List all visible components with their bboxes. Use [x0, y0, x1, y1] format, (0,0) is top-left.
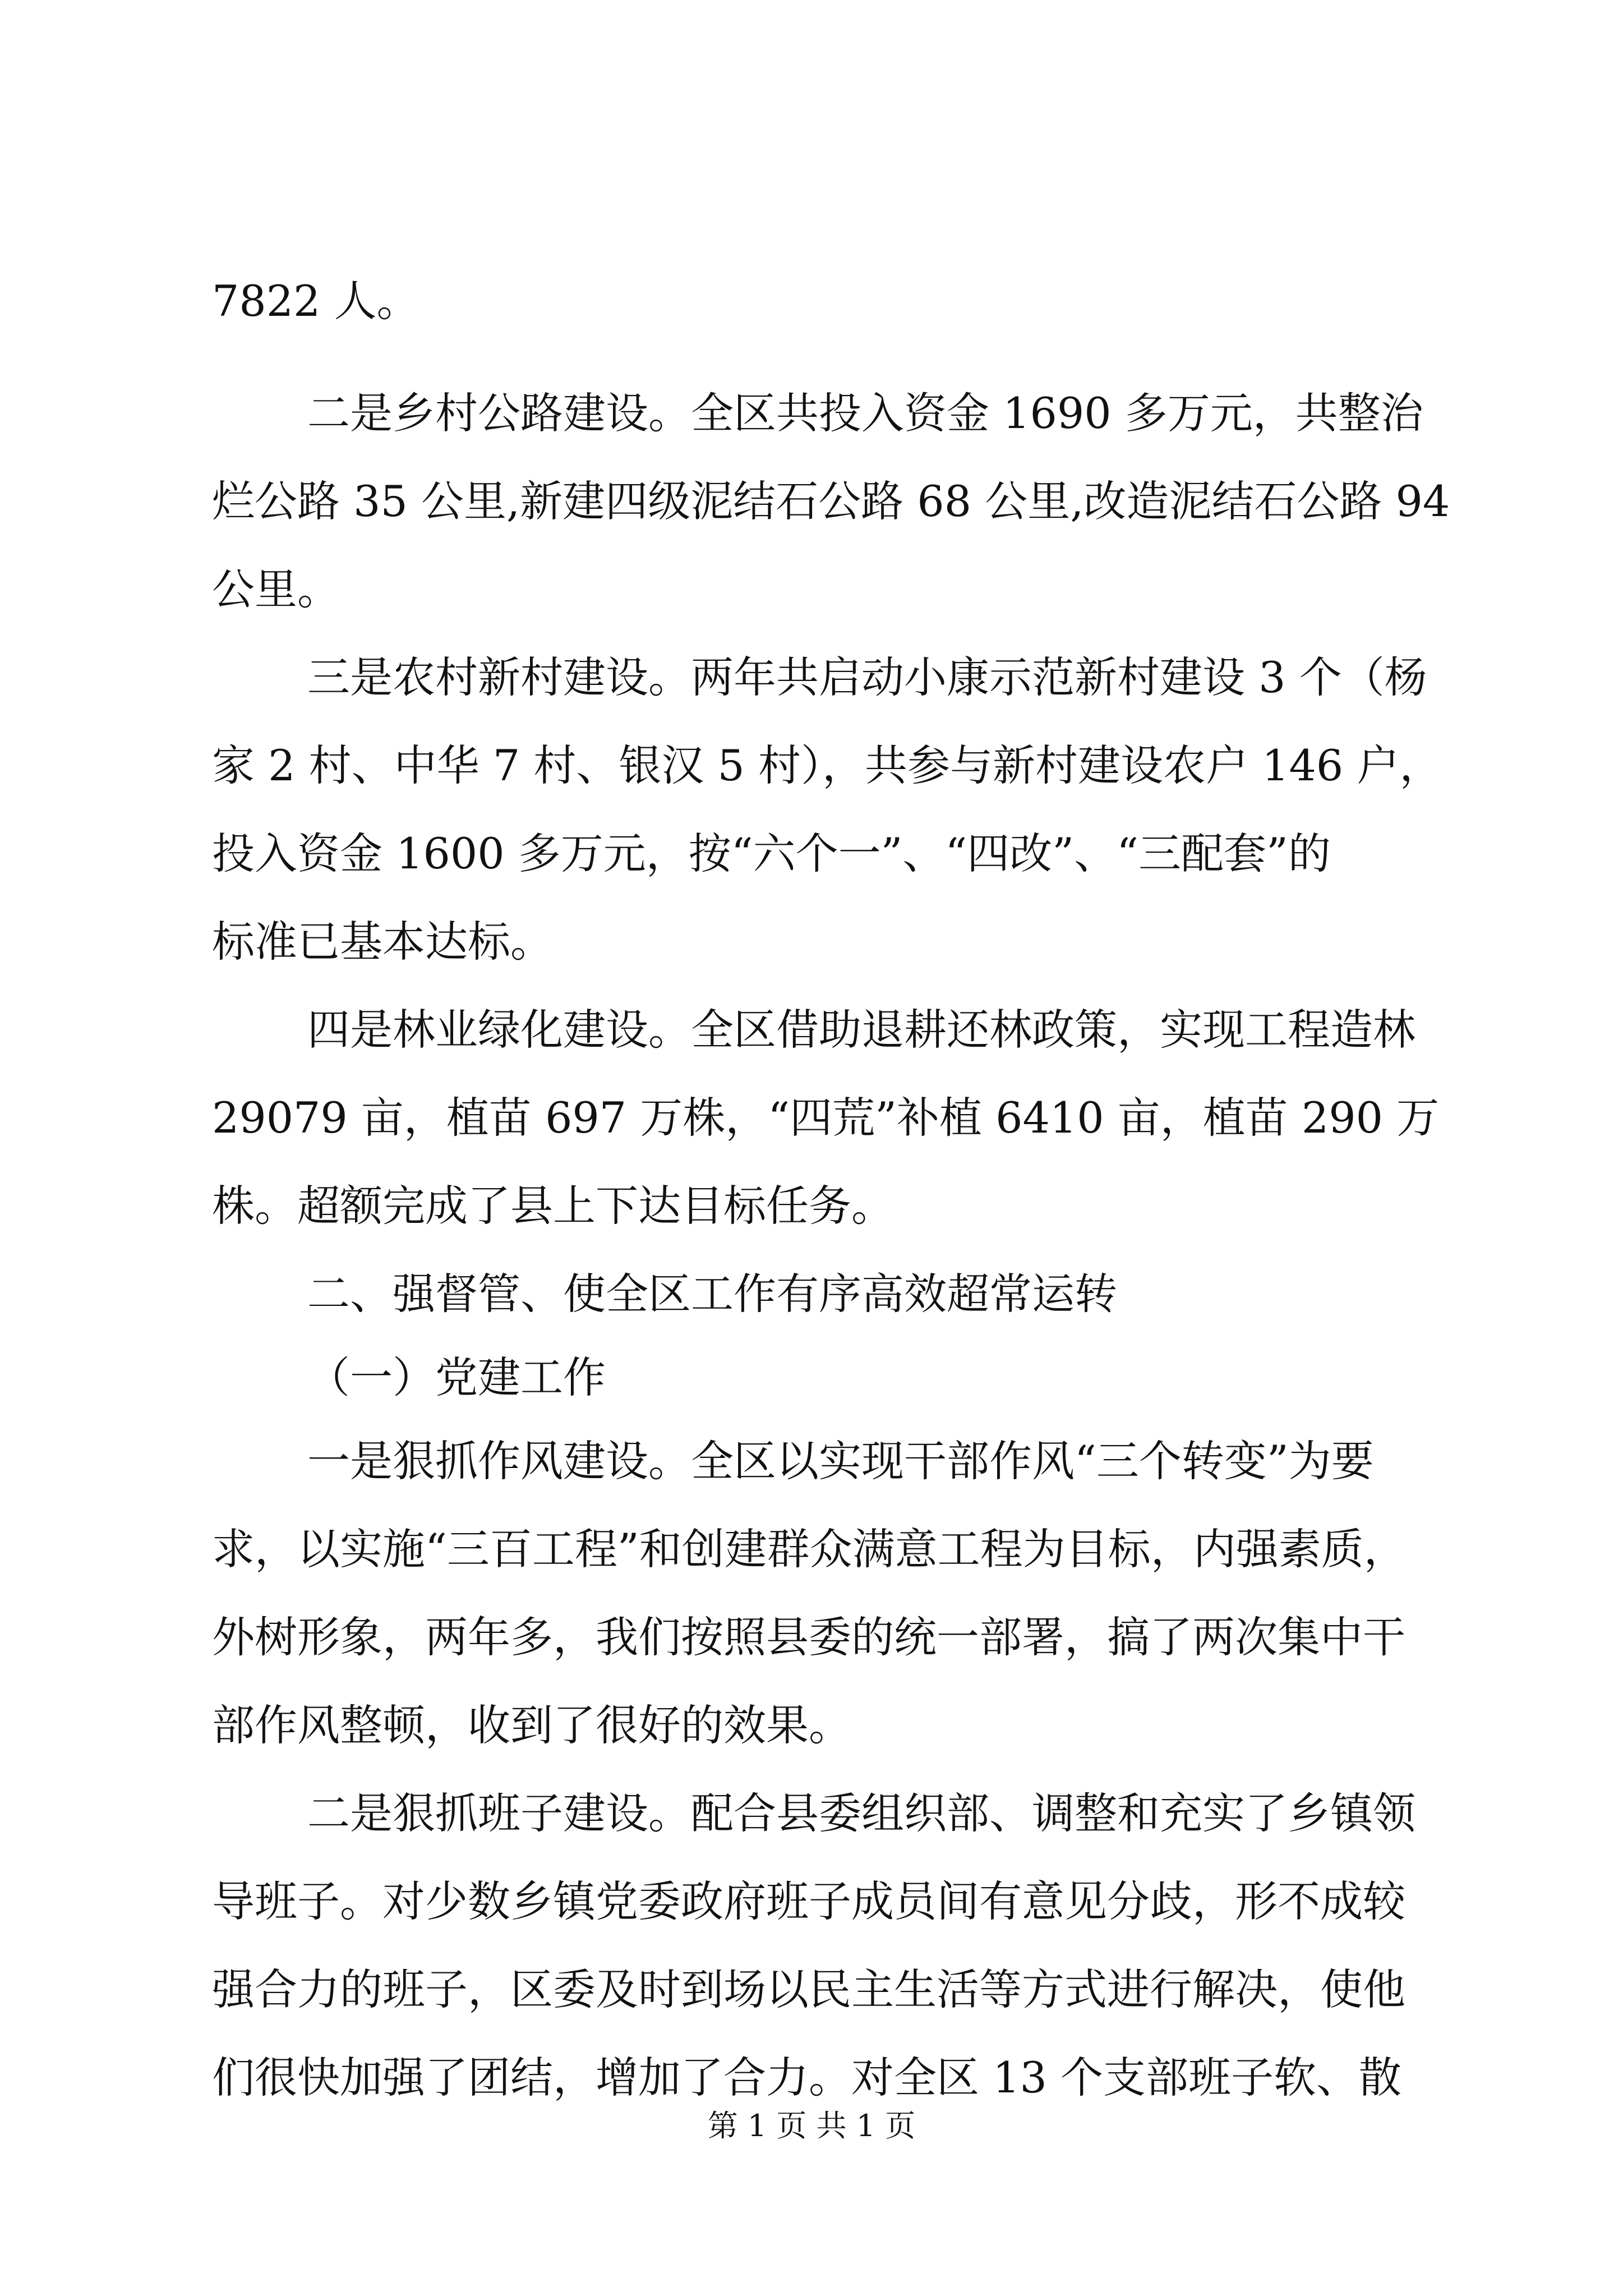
text-line: 三是农村新村建设。两年共启动小康示范新村建设 3 个（杨: [307, 652, 1427, 702]
text-line: 标准已基本达标。: [212, 917, 553, 967]
subsection-heading: （一）党建工作: [307, 1352, 606, 1402]
text-line: 二是狠抓班子建设。配合县委组织部、调整和充实了乡镇领: [307, 1788, 1415, 1838]
page-footer: 第 1 页 共 1 页: [707, 2108, 916, 2143]
text-line: 7822 人。: [212, 276, 419, 326]
section-heading: 二、强督管、使全区工作有序高效超常运转: [307, 1269, 1117, 1319]
text-line: 烂公路 35 公里,新建四级泥结石公路 68 公里,改造泥结石公路 94: [212, 476, 1450, 526]
text-line: 强合力的班子，区委及时到场以民主生活等方式进行解决，使他: [212, 1964, 1405, 2014]
text-line: 一是狠抓作风建设。全区以实现干部作风“三个转变”为要: [307, 1436, 1374, 1486]
text-line: 29079 亩，植苗 697 万株，“四荒”补植 6410 亩，植苗 290 万: [212, 1093, 1440, 1143]
text-line: 导班子。对少数乡镇党委政府班子成员间有意见分歧，形不成较: [212, 1876, 1405, 1926]
text-line: 部作风整顿，收到了很好的效果。: [212, 1700, 851, 1750]
text-line: 公里。: [212, 564, 340, 614]
text-line: 四是林业绿化建设。全区借助退耕还林政策，实现工程造林: [307, 1005, 1415, 1055]
text-line: 们很快加强了团结，增加了合力。对全区 13 个支部班子软、散: [212, 2053, 1402, 2102]
text-line: 家 2 村、中华 7 村、银汉 5 村），共参与新村建设农户 146 户，: [212, 740, 1442, 790]
text-line: 投入资金 1600 多万元，按“六个一”、“四改”、“三配套”的: [212, 829, 1331, 878]
text-line: 二是乡村公路建设。全区共投入资金 1690 多万元，共整治: [307, 388, 1423, 438]
text-line: 外树形象，两年多，我们按照县委的统一部署，搞了两次集中干: [212, 1612, 1405, 1662]
text-line: 求，以实施“三百工程”和创建群众满意工程为目标，内强素质，: [212, 1524, 1407, 1574]
text-line: 株。超额完成了县上下达目标任务。: [212, 1181, 894, 1231]
